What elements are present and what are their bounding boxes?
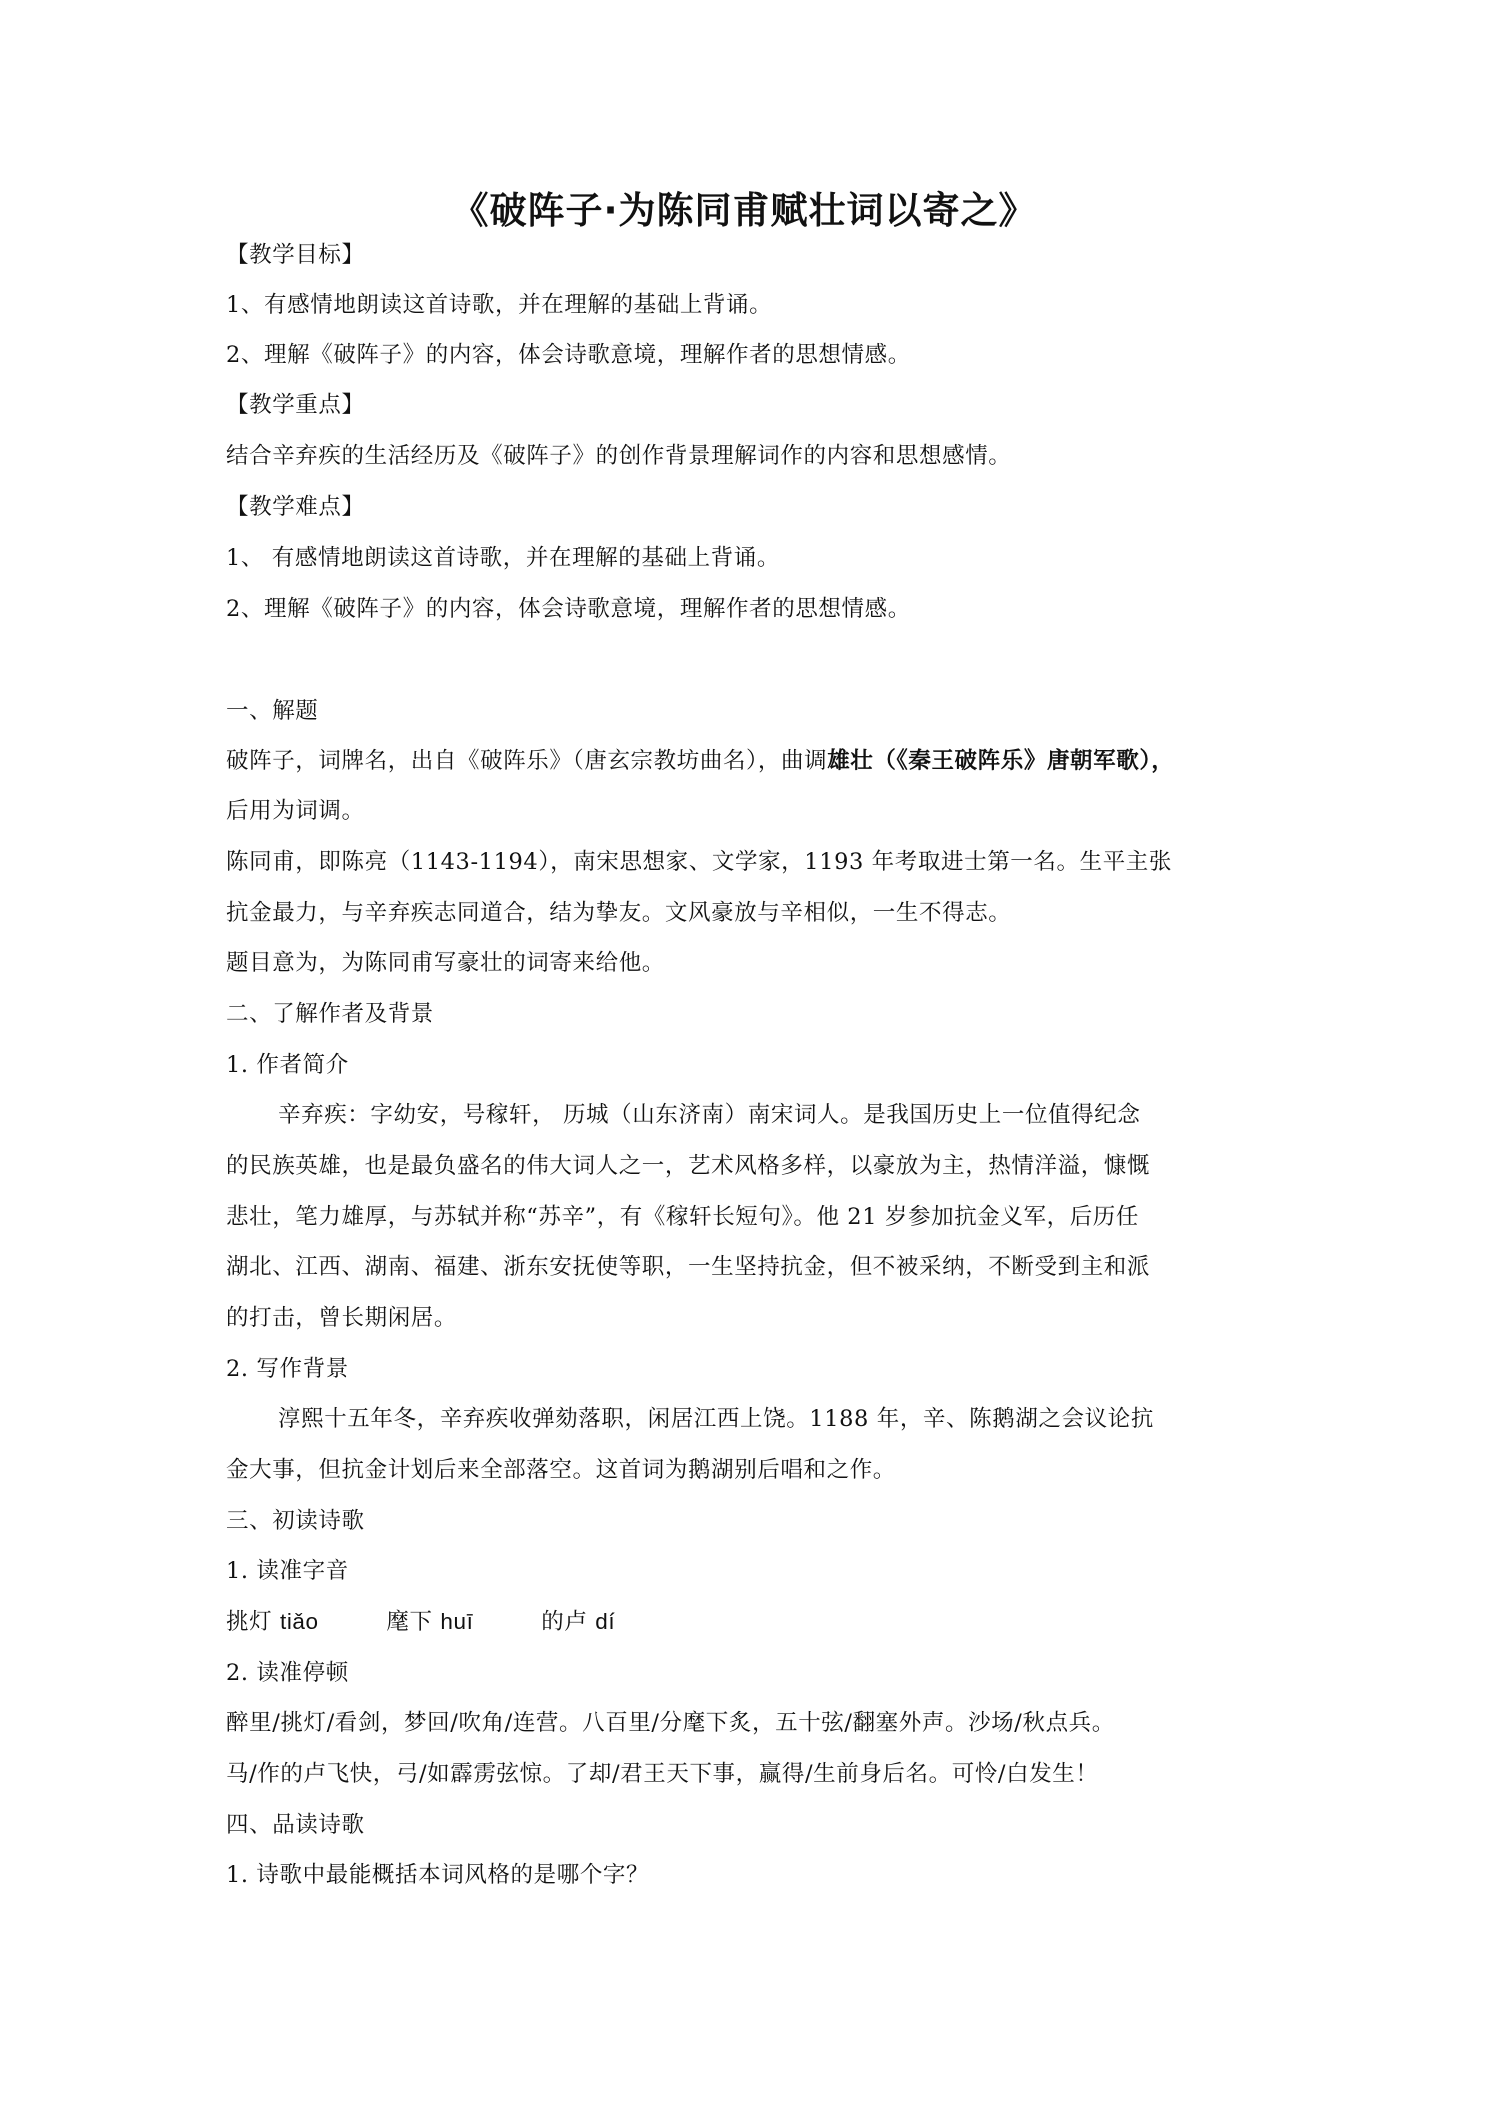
pause-line: 醉里/挑灯/看剑，梦回/吹角/连营。八百里/分麾下炙，五十弦/翻塞外声。沙场/秋点兵。	[226, 1710, 1115, 1736]
part1-p1-continuation: 后用为词调。	[226, 798, 365, 824]
part3-heading: 三、初读诗歌	[226, 1508, 365, 1534]
part1-paragraph1	[226, 746, 1174, 776]
part3-sub2-heading: 2. 读准停顿	[226, 1660, 349, 1686]
key-points-heading: 【教学重点】	[226, 392, 365, 418]
author-bio-line: 辛弃疾：字幼安，号稼轩， 历城（山东济南）南宋词人。是我国历史上一位值得纪念	[278, 1102, 1141, 1128]
objective-item: 2、理解《破阵子》的内容，体会诗歌意境，理解作者的思想情感。	[226, 342, 911, 368]
background-line: 金大事，但抗金计划后来全部落空。这首词为鹅湖别后唱和之作。	[226, 1457, 896, 1483]
pron-word: 挑灯	[226, 1609, 273, 1635]
pron-pinyin: tiǎo	[279, 1609, 319, 1634]
pron-word: 麾下	[386, 1609, 433, 1635]
part3-sub1-heading: 1. 读准字音	[226, 1558, 349, 1584]
part1-p2-line2: 抗金最力，与辛弃疾志同道合，结为挚友。文风豪放与辛相似，一生不得志。	[226, 900, 1012, 926]
part2-heading: 二、了解作者及背景	[226, 1001, 434, 1027]
part1-p1-bold: 雄壮（《秦王破阵乐》唐朝军歌），	[827, 748, 1175, 774]
difficulties-heading: 【教学难点】	[226, 494, 365, 520]
author-bio-line: 湖北、江西、湖南、福建、浙东安抚使等职，一生坚持抗金，但不被采纳，不断受到主和派	[226, 1254, 1151, 1280]
key-points-text: 结合辛弃疾的生活经历及《破阵子》的创作背景理解词作的内容和思想感情。	[226, 443, 1012, 469]
part2-sub1-heading: 1. 作者简介	[226, 1052, 349, 1078]
part4-sub1-heading: 1. 诗歌中最能概括本词风格的是哪个字？	[226, 1862, 650, 1888]
background-line: 淳熙十五年冬，辛弃疾收弹劾落职，闲居江西上饶。1188 年，辛、陈鹅湖之会议论抗	[278, 1406, 1154, 1432]
objectives-heading: 【教学目标】	[226, 242, 365, 268]
objective-item: 1、有感情地朗读这首诗歌，并在理解的基础上背诵。	[226, 292, 773, 318]
author-bio-line: 的打击，曾长期闲居。	[226, 1305, 458, 1331]
document-title: 《破阵子·为陈同甫赋壮词以寄之》	[451, 189, 1037, 232]
pron-word: 的卢	[541, 1609, 588, 1635]
pronunciation-list	[226, 1607, 615, 1637]
author-bio-line: 的民族英雄，也是最负盛名的伟大词人之一，艺术风格多样，以豪放为主，热情洋溢，慷慨	[226, 1153, 1151, 1179]
difficulty-item: 1、 有感情地朗读这首诗歌，并在理解的基础上背诵。	[226, 545, 780, 571]
part1-heading: 一、解题	[226, 698, 319, 724]
pron-pinyin: dí	[595, 1609, 616, 1634]
part4-heading: 四、品读诗歌	[226, 1812, 365, 1838]
part2-sub2-heading: 2. 写作背景	[226, 1356, 349, 1382]
part1-p3: 题目意为，为陈同甫写豪壮的词寄来给他。	[226, 950, 665, 976]
pause-line: 马/作的卢飞快，弓/如霹雳弦惊。了却/君王天下事，赢得/生前身后名。可怜/白发生！	[226, 1761, 1099, 1787]
pron-pinyin: huī	[440, 1609, 474, 1634]
difficulty-item: 2、理解《破阵子》的内容，体会诗歌意境，理解作者的思想情感。	[226, 596, 911, 622]
author-bio-line: 悲壮，笔力雄厚，与苏轼并称“苏辛”，有《稼轩长短句》。他 21 岁参加抗金义军，后历任	[226, 1204, 1139, 1230]
part1-p1-normal: 破阵子，词牌名，出自《破阵乐》（唐玄宗教坊曲名），曲调	[226, 748, 828, 774]
part1-p2-line1: 陈同甫，即陈亮（1143-1194），南宋思想家、文学家，1193 年考取进士第一名。生平主张	[226, 849, 1172, 875]
